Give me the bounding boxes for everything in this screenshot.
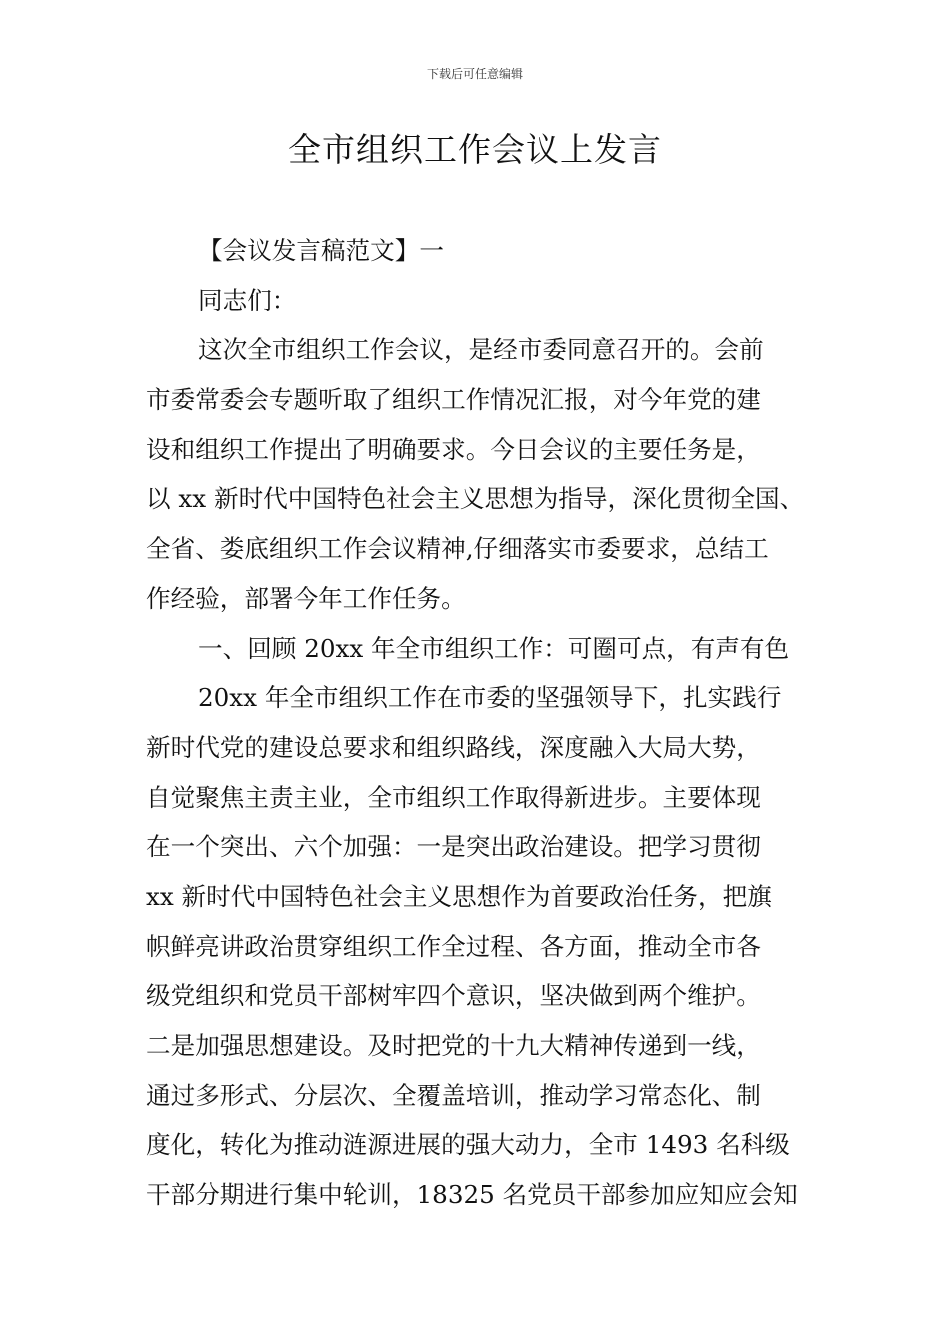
document-title: 全市组织工作会议上发言 xyxy=(288,130,662,169)
section-heading-1: 一、回顾 20xx 年全市组织工作：可圈可点，有声有色 xyxy=(198,633,790,663)
paragraph-2-line-3: 自觉聚焦主责主业，全市组织工作取得新进步。主要体现 xyxy=(146,782,761,812)
page-header-note: 下载后可任意编辑 xyxy=(426,67,523,81)
paragraph-2-line-7: 级党组织和党员干部树牢四个意识，坚决做到两个维护。 xyxy=(146,981,761,1011)
paragraph-1-line-6: 作经验，部署今年工作任务。 xyxy=(146,583,466,613)
paragraph-2-line-1: 20xx 年全市组织工作在市委的坚强领导下，扎实践行 xyxy=(198,683,782,713)
paragraph-1-line-2: 市委常委会专题听取了组织工作情况汇报，对今年党的建 xyxy=(146,385,761,415)
paragraph-1-line-5: 全省、娄底组织工作会议精神,仔细落实市委要求，总结工 xyxy=(146,534,769,564)
section-heading-sample: 【会议发言稿范文】一 xyxy=(198,236,444,265)
paragraph-2-line-5: xx 新时代中国特色社会主义思想作为首要政治任务，把旗 xyxy=(146,881,772,911)
document-body xyxy=(146,226,826,1220)
paragraph-1-line-4: 以 xx 新时代中国特色社会主义思想为指导，深化贯彻全国、 xyxy=(146,484,805,514)
salutation: 同志们： xyxy=(198,285,297,315)
paragraph-2-line-2: 新时代党的建设总要求和组织路线，深度融入大局大势， xyxy=(146,732,761,762)
paragraph-2-line-8: 二是加强思想建设。及时把党的十九大精神传递到一线， xyxy=(146,1031,761,1060)
paragraph-2-line-9: 通过多形式、分层次、全覆盖培训，推动学习常态化、制 xyxy=(146,1080,761,1110)
paragraph-1-line-1: 这次全市组织工作会议，是经市委同意召开的。会前 xyxy=(198,335,764,365)
paragraph-2-line-11: 干部分期进行集中轮训，18325 名党员干部参加应知应会知 xyxy=(146,1180,798,1210)
paragraph-2-line-6: 帜鲜亮讲政治贯穿组织工作全过程、各方面，推动全市各 xyxy=(146,931,761,961)
paragraph-2-line-4: 在一个突出、六个加强：一是突出政治建设。把学习贯彻 xyxy=(146,832,761,862)
paragraph-1-line-3: 设和组织工作提出了明确要求。今日会议的主要任务是， xyxy=(146,434,761,464)
paragraph-2-line-10: 度化，转化为推动涟源进展的强大动力，全市 1493 名科级 xyxy=(146,1130,790,1160)
